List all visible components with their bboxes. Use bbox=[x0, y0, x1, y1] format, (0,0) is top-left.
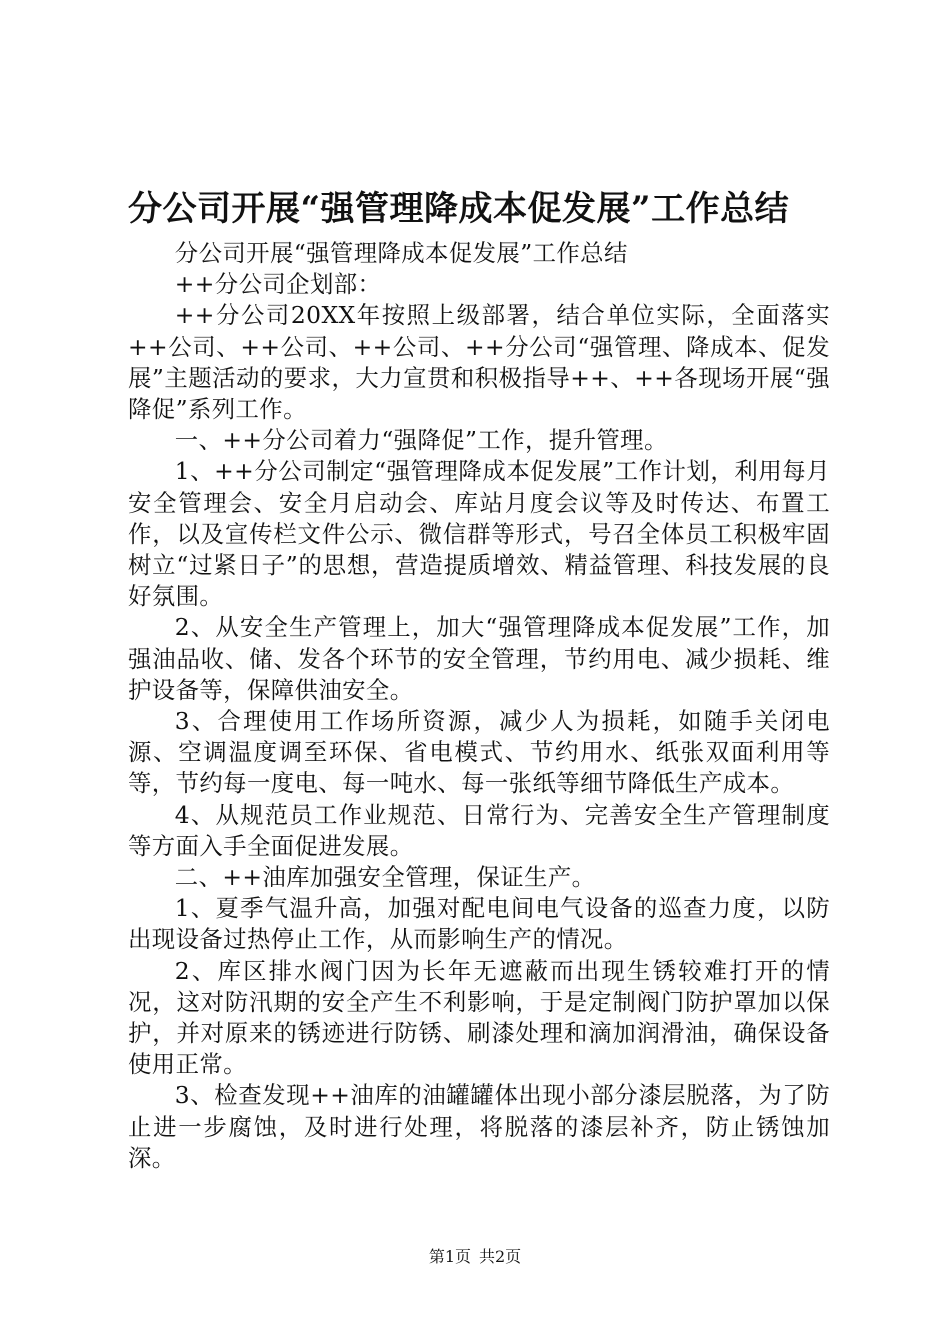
paragraph: ++分公司20XX年按照上级部署，结合单位实际，全面落实++公司、++公司、++公司、++分公司“强管理、降成本、促发展”主题活动的要求，大力宣贯和积极指导++、++各现场开展“强降促”系列工作。 bbox=[128, 301, 830, 424]
document-title: 分公司开展“强管理降成本促发展”工作总结 bbox=[128, 189, 790, 229]
paragraph: ++分公司企划部： bbox=[174, 270, 382, 299]
paragraph: 二、++油库加强安全管理，保证生产。 bbox=[174, 863, 596, 892]
paragraph: 2、库区排水阀门因为长年无遮蔽而出现生锈较难打开的情况，这对防汛期的安全产生不利影响，于是定制阀门防护罩加以保护，并对原来的锈迹进行防锈、刷漆处理和滴加润滑油，确保设备使用正常。 bbox=[128, 956, 830, 1079]
page-footer bbox=[0, 1246, 950, 1268]
paragraph: 3、合理使用工作场所资源，减少人为损耗，如随手关闭电源、空调温度调至环保、省电模式、节约用水、纸张双面利用等等，节约每一度电、每一吨水、每一张纸等细节降低生产成本。 bbox=[128, 707, 830, 798]
paragraph: 1、夏季气温升高，加强对配电间电气设备的巡查力度，以防出现设备过热停止工作，从而影响生产的情况。 bbox=[128, 894, 830, 954]
paragraph: 1、++分公司制定“强管理降成本促发展”工作计划，利用每月安全管理会、安全月启动会、库站月度会议等及时传达、布置工作，以及宣传栏文件公示、微信群等形式，号召全体员工积极牢固树立“过紧日子”的思想，营造提质增效、精益管理、科技发展的良好氛围。 bbox=[128, 457, 830, 611]
page-total: 共2页 bbox=[479, 1247, 522, 1266]
paragraph: 4、从规范员工作业规范、日常行为、完善安全生产管理制度等方面入手全面促进发展。 bbox=[128, 800, 830, 860]
paragraph: 2、从安全生产管理上，加大“强管理降成本促发展”工作，加强油品收、储、发各个环节的安全管理，节约用电、减少损耗、维护设备等，保障供油安全。 bbox=[128, 613, 830, 704]
paragraph: 3、检查发现++油库的油罐罐体出现小部分漆层脱落，为了防止进一步腐蚀，及时进行处理，将脱落的漆层补齐，防止锈蚀加深。 bbox=[128, 1081, 830, 1172]
document-body bbox=[128, 238, 830, 1174]
page-number: 第1页 bbox=[428, 1247, 471, 1266]
paragraph: 一、++分公司着力“强降促”工作，提升管理。 bbox=[174, 426, 668, 455]
paragraph: 分公司开展“强管理降成本促发展”工作总结 bbox=[174, 239, 628, 267]
